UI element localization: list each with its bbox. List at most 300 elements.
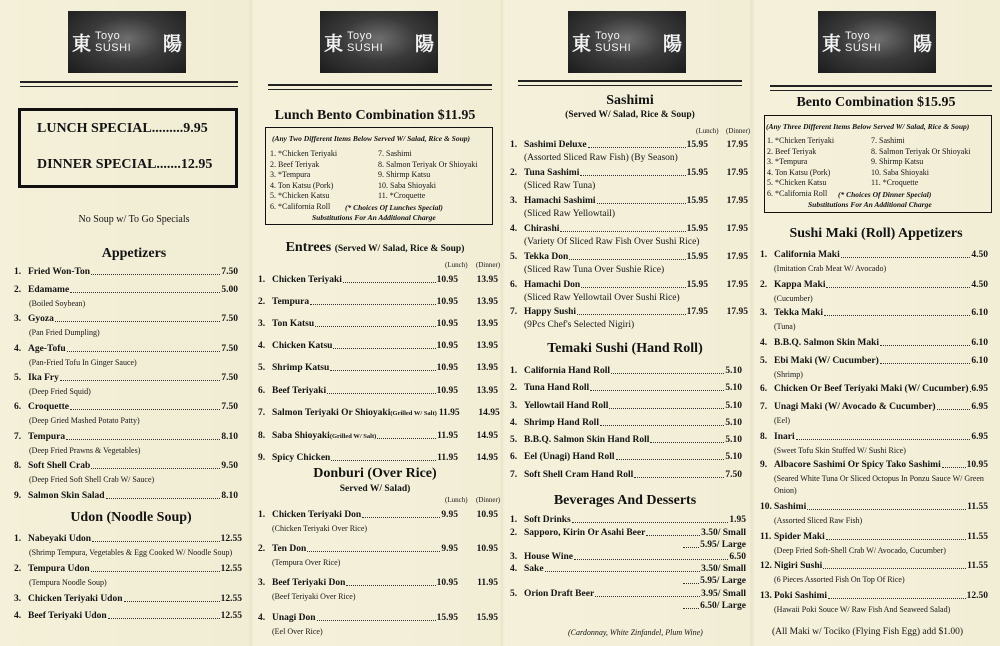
sashimi-item (510, 252, 748, 262)
item-name: Tuna Hand Roll (524, 383, 590, 393)
item-number: 4. (258, 613, 266, 623)
item-price-dinner: 17.95 (726, 140, 748, 150)
item-number: 5. (258, 363, 266, 373)
dot-leader (317, 619, 436, 621)
udon-description: (Tempura Noodle Soup) (29, 578, 107, 587)
item-number: 3. (14, 314, 22, 324)
appetizer-item (14, 344, 238, 354)
item-name: Inari (774, 432, 795, 442)
item-name: California Maki (774, 250, 840, 260)
dot-leader (333, 347, 435, 349)
item-price-dinner: 14.95 (476, 453, 498, 463)
divider (268, 89, 492, 90)
bento-option: 7. Sashimi (378, 149, 412, 158)
dot-leader (315, 325, 435, 327)
item-price: 15.95 (686, 168, 708, 178)
udon-item (14, 534, 242, 544)
dot-leader (106, 497, 221, 499)
item-price: 9.95 (441, 544, 458, 554)
item-name: Ebi Maki (W/ Cucumber) (774, 356, 879, 366)
sashimi-item (510, 307, 748, 317)
item-number: 1. (14, 534, 22, 544)
dot-leader (600, 424, 724, 426)
entree-item (258, 408, 498, 418)
item-size: / Large (716, 576, 746, 586)
maki-description: (Tuna) (774, 322, 796, 331)
temaki-item (510, 383, 742, 393)
dot-leader (307, 550, 440, 552)
item-number: 5. (760, 356, 768, 366)
item-name: Tempura Udon (28, 564, 90, 574)
item-size: / Small (717, 528, 746, 538)
item-price: 3.50 (701, 564, 718, 574)
dot-leader (597, 202, 686, 204)
item-price-dinner: 17.95 (726, 307, 748, 317)
udon-item (14, 564, 242, 574)
item-name: Yellowtail Hand Roll (524, 401, 609, 411)
item-price: 15.95 (686, 280, 708, 290)
maki-item (760, 384, 988, 394)
dot-leader (55, 320, 221, 322)
dot-leader (362, 516, 440, 518)
dot-leader (970, 390, 971, 392)
item-name: Saba Shioyaki (272, 431, 330, 441)
appetizer-description: (Deep Fried Soft Shell Crab W/ Sauce) (29, 475, 155, 484)
bento-option: 1. *Chicken Teriyaki (270, 149, 338, 158)
item-number: 1. (510, 366, 518, 376)
maki-description: (Seared White Tuna Or Sliced Octopus In Ponzu Sauce W/ Green (774, 474, 984, 483)
bento-option: 5. *Chicken Katsu (767, 178, 827, 187)
divider (20, 86, 238, 87)
item-price: 5.10 (725, 452, 742, 462)
item-price-dinner: 13.95 (476, 341, 498, 351)
item-name: Tuna Sashimi (524, 168, 580, 178)
item-price-dinner: 13.95 (476, 297, 498, 307)
appetizer-description: (Boiled Soybean) (29, 299, 86, 308)
dot-leader (796, 438, 971, 440)
item-price: 10.95 (436, 363, 458, 373)
maki-description: (Eel) (774, 416, 790, 425)
sashimi-item (510, 280, 748, 290)
item-name: Orion Draft Beer (524, 589, 595, 599)
item-size: / Small (717, 564, 746, 574)
sashimi-description: (Variety Of Sliced Raw Fish Over Sushi Rice) (524, 237, 700, 247)
lunch-bento-heading: Lunch Bento Combination $11.95 (274, 108, 476, 123)
item-name: Unagi Maki (W/ Avocado & Cucumber) (774, 402, 936, 412)
dot-leader (91, 570, 220, 572)
item-number: 6. (510, 280, 518, 290)
dot-leader (942, 466, 966, 468)
dot-leader (880, 344, 970, 346)
dinner-bento-substitutions: Substitutions For An Additional Charge (808, 200, 932, 209)
dinner-special: DINNER SPECIAL.......12.95 (37, 157, 213, 172)
dot-leader (91, 273, 220, 275)
donburi-description: (Tempura Over Rice) (272, 558, 341, 567)
item-price-dinner: 10.95 (476, 544, 498, 554)
maki-item (760, 432, 988, 442)
bento-option: 6. *California Roll (767, 188, 828, 198)
bento-option: 8. Salmon Teriyak Or Shioyaki (378, 159, 478, 169)
item-number: 1. (14, 267, 22, 277)
item-number: 5. (14, 373, 22, 383)
item-number: 3. (510, 401, 518, 411)
entree-item (258, 341, 498, 351)
item-number: 6. (760, 384, 768, 394)
appetizer-item (14, 285, 238, 295)
item-price-dinner: 17.95 (726, 168, 748, 178)
panel-dinner-bento (752, 0, 1000, 646)
panel-lunch-bento (250, 0, 500, 646)
donburi-item (258, 510, 498, 520)
item-number: 3. (14, 594, 22, 604)
item-number: 2. (510, 383, 518, 393)
item-name: Edamame (28, 285, 70, 295)
item-name: Tempura (28, 432, 66, 442)
item-number: 1. (510, 140, 518, 150)
beverage-item (510, 564, 746, 574)
dot-leader (124, 600, 220, 602)
appetizer-description: (Deep Fried Squid) (29, 387, 91, 396)
appetizer-item (14, 461, 238, 471)
maki-description: (Sweet Tofu Skin Stuffed W/ Sushi Rice) (774, 446, 906, 455)
bento-option: 2. Beef Teriyak (767, 146, 817, 156)
sashimi-description: (Assorted Sliced Raw Fish) (By Season) (524, 153, 678, 163)
item-number: 5. (510, 589, 518, 599)
dot-leader (330, 369, 435, 371)
item-name: Tempura (272, 297, 310, 307)
dot-leader (572, 521, 729, 523)
brand-logo (320, 11, 438, 73)
item-name: Albacore Sashimi Or Spicy Tako Sashimi (774, 460, 941, 470)
item-price-dinner: 13.95 (476, 386, 498, 396)
bento-option: 10. Saba Shioyaki (871, 167, 929, 177)
dot-leader (937, 408, 971, 410)
item-note: (Grilled W/ Salt) (329, 433, 377, 440)
maki-item (760, 250, 988, 260)
item-price: 10.95 (436, 297, 458, 307)
item-name: Unagi Don (272, 613, 316, 623)
lunch-bento-substitutions: Substitutions For An Additional Charge (312, 213, 436, 222)
item-number: 6. (510, 452, 518, 462)
item-name: Tekka Don (524, 252, 569, 262)
item-number: 5. (510, 252, 518, 262)
item-name: Beef Teriyaki (272, 386, 327, 396)
donburi-subheading: Served W/ Salad) (339, 484, 411, 494)
item-price-dinner: 15.95 (476, 613, 498, 623)
dot-leader (66, 438, 220, 440)
item-price: 7.50 (221, 344, 238, 354)
logo-kanji-left: 東 (324, 33, 344, 55)
item-price: 7.50 (221, 267, 238, 277)
item-number: 11. (760, 532, 772, 542)
item-number: 5. (510, 435, 518, 445)
sashimi-description: (Sliced Raw Tuna) (524, 181, 596, 191)
sashimi-item (510, 224, 748, 234)
dinner-column-label: (Dinner) (726, 127, 751, 135)
beverage-item (510, 515, 746, 525)
item-number: 4. (510, 418, 518, 428)
dot-leader (828, 597, 966, 599)
item-price: 5.10 (725, 435, 742, 445)
appetizer-description: (Pan Fried Dumpling) (29, 328, 100, 337)
item-number: 7. (14, 432, 22, 442)
temaki-heading: Temaki Sushi (Hand Roll) (547, 341, 703, 356)
item-number: 9. (258, 453, 266, 463)
bento-option: 9. Shirmp Katsu (871, 157, 924, 166)
donburi-description: (Eel Over Rice) (272, 627, 323, 636)
item-name: Chirashi (524, 224, 560, 234)
bento-option: 3. *Tempura (270, 170, 311, 179)
item-price: 7.50 (725, 470, 742, 480)
sashimi-subheading: (Served W/ Salad, Rice & Soup) (565, 110, 695, 120)
item-price: 6.50 (700, 601, 717, 611)
dinner-bento-heading: Bento Combination $15.95 (796, 95, 956, 110)
item-price: 15.95 (686, 252, 708, 262)
entree-item (258, 319, 498, 329)
item-number: 7. (510, 470, 518, 480)
dot-leader (70, 291, 220, 293)
entree-item (258, 386, 498, 396)
dot-leader (609, 407, 724, 409)
dot-leader (60, 379, 221, 381)
temaki-item (510, 366, 742, 376)
dot-leader (634, 476, 724, 478)
dot-leader (310, 303, 435, 305)
logo-brand-name: Toyo SUSHI (95, 30, 132, 54)
dot-leader (108, 617, 220, 619)
item-number: 2. (14, 564, 22, 574)
appetizer-item (14, 373, 238, 383)
dot-leader (577, 313, 686, 315)
donburi-item (258, 613, 498, 623)
item-size: / Small (717, 589, 746, 599)
appetizer-description: (Deep Gried Mashed Potato Patty) (29, 416, 140, 425)
udon-item (14, 611, 242, 621)
item-price: 10.95 (436, 578, 458, 588)
item-name: Sapporo, Kirin Or Asahi Beer (524, 528, 646, 538)
item-price: 10.95 (436, 319, 458, 329)
item-price: 7.50 (221, 402, 238, 412)
temaki-item (510, 418, 742, 428)
sashimi-item (510, 140, 748, 150)
item-price: 12.50 (966, 591, 988, 601)
item-name: Chicken Teriyaki (272, 275, 342, 285)
item-price-dinner: 13.95 (476, 363, 498, 373)
item-number: 2. (760, 280, 768, 290)
item-price-dinner: 13.95 (476, 275, 498, 285)
bento-option: 7. Sashimi (871, 136, 905, 145)
bento-option: 10. Saba Shioyaki (378, 180, 436, 190)
item-price: 5.10 (725, 401, 742, 411)
item-price-dinner: 11.95 (477, 578, 498, 588)
item-number: 7. (258, 408, 266, 418)
item-price: 15.95 (436, 613, 458, 623)
item-number: 8. (760, 432, 768, 442)
appetizer-description: (Deep Fried Prawns & Vegetables) (29, 446, 141, 455)
item-number: 2. (258, 297, 266, 307)
item-price: 9.95 (441, 510, 458, 520)
bento-option: 3. *Tempura (767, 157, 808, 166)
item-number: 1. (760, 250, 768, 260)
donburi-heading: Donburi (Over Rice) (313, 466, 437, 481)
logo-kanji-left: 東 (72, 33, 92, 55)
temaki-item (510, 435, 742, 445)
dot-leader (595, 595, 700, 597)
dot-leader (581, 286, 685, 288)
item-name: Happy Sushi (524, 307, 577, 317)
divider (770, 85, 992, 87)
item-name: Ten Don (272, 544, 307, 554)
item-price: 6.50 (729, 552, 746, 562)
item-number: 6. (258, 386, 266, 396)
udon-item (14, 594, 242, 604)
item-name: B.B.Q. Salmon Skin Hand Roll (524, 435, 650, 445)
specials-box (18, 108, 238, 188)
wine-note: (Cardonnay, White Zinfandel, Plum Wine) (568, 628, 703, 637)
item-name: Beef Teriyaki Don (272, 578, 346, 588)
logo-kanji-right: 陽 (912, 33, 932, 55)
item-name: Soft Shell Cram Hand Roll (524, 470, 634, 480)
item-name: Spider Maki (774, 532, 825, 542)
item-number: 7. (760, 402, 768, 412)
to-go-note: No Soup w/ To Go Specials (78, 214, 190, 225)
maki-description: (Imitation Crab Meat W/ Avocado) (774, 264, 887, 273)
sashimi-description: (Sliced Raw Tuna Over Sushie Rice) (524, 265, 665, 275)
beverage-item (510, 576, 746, 586)
lunch-column-label: (Lunch) (445, 496, 468, 504)
item-name: California Hand Roll (524, 366, 611, 376)
item-price: 5.95 (700, 576, 717, 586)
item-number: 6. (14, 402, 22, 412)
item-name: Sashimi Deluxe (524, 140, 587, 150)
item-name: Ika Fry (28, 373, 59, 383)
bento-option: 1. *Chicken Teriyaki (767, 136, 835, 145)
dot-leader (580, 174, 685, 176)
tobiko-note: (All Maki w/ Tociko (Flying Fish Egg) add $1.00) (772, 627, 963, 637)
item-number: 9. (760, 460, 768, 470)
maki-item (760, 460, 988, 470)
dot-leader (91, 467, 220, 469)
item-number: 2. (510, 528, 518, 538)
item-price: 12.55 (220, 534, 242, 544)
appetizers-heading: Appetizers (101, 246, 167, 261)
logo-kanji-left: 東 (572, 33, 592, 55)
maki-description: (Cucumber) (774, 294, 813, 303)
beverage-item (510, 601, 746, 611)
dot-leader (683, 607, 699, 609)
item-price-dinner: 14.95 (476, 431, 498, 441)
dot-leader (377, 437, 436, 439)
temaki-item (510, 401, 742, 411)
dot-leader (616, 458, 725, 460)
item-price: 7.50 (221, 314, 238, 324)
item-name: B.B.Q. Salmon Skin Maki (774, 338, 880, 348)
dot-leader (824, 314, 970, 316)
item-price: 11.95 (437, 431, 458, 441)
maki-item (760, 532, 988, 542)
maki-item (760, 502, 988, 512)
item-price-dinner: 17.95 (726, 280, 748, 290)
brand-logo (568, 11, 686, 73)
item-price: 15.95 (686, 140, 708, 150)
item-price: 6.10 (971, 356, 988, 366)
item-price: 3.50 (701, 528, 718, 538)
logo-brand-name: Toyo SUSHI (347, 30, 384, 54)
item-number: 8. (258, 431, 266, 441)
item-price: 5.10 (725, 383, 742, 393)
maki-item (760, 402, 988, 412)
bento-option: 8. Salmon Teriyak Or Shioyaki (871, 146, 971, 156)
item-name: Spicy Chicken (272, 453, 331, 463)
maki-item (760, 308, 988, 318)
beverage-item (510, 552, 746, 562)
item-price: 8.10 (221, 432, 238, 442)
item-price: 10.95 (436, 341, 458, 351)
dot-leader (823, 567, 966, 569)
donburi-item (258, 544, 498, 554)
dot-leader (646, 534, 700, 536)
item-name: Beef Teriyaki Udon (28, 611, 107, 621)
item-number: 3. (510, 196, 518, 206)
item-number: 1. (510, 515, 518, 525)
dot-leader (588, 146, 686, 148)
item-price: 11.55 (967, 502, 988, 512)
item-price-dinner: 14.95 (478, 408, 500, 418)
item-number: 8. (14, 461, 22, 471)
item-price-dinner: 17.95 (726, 224, 748, 234)
bento-option: 11. *Croquette (871, 178, 919, 187)
item-name: Chicken Teriyaki Udon (28, 594, 123, 604)
item-name: Soft Shell Crab (28, 461, 91, 471)
dot-leader (92, 540, 220, 542)
maki-item (760, 561, 988, 571)
udon-description: (Shrimp Tempura, Vegetables & Egg Cooked W/ Noodle Soup) (29, 548, 233, 557)
dot-leader (826, 286, 970, 288)
bento-option: 4. Ton Katsu (Pork) (767, 167, 831, 177)
item-price: 5.95 (700, 540, 717, 550)
donburi-item (258, 578, 498, 588)
dot-leader (67, 350, 221, 352)
item-price: 10.95 (436, 386, 458, 396)
item-price: 8.10 (221, 491, 238, 501)
appetizer-item (14, 491, 238, 501)
item-name: Salmon Skin Salad (28, 491, 105, 501)
dot-leader (327, 392, 436, 394)
item-name: Kappa Maki (774, 280, 826, 290)
item-number: 4. (14, 344, 22, 354)
dot-leader (611, 372, 724, 374)
item-price: 12.55 (220, 594, 242, 604)
logo-kanji-right: 陽 (662, 33, 682, 55)
brand-logo (68, 11, 186, 73)
item-price: 6.95 (971, 402, 988, 412)
item-number: 10. (760, 502, 772, 512)
dot-leader (346, 584, 435, 586)
item-number: 2. (14, 285, 22, 295)
maki-item (760, 338, 988, 348)
item-name: Hamachi Sashimi (524, 196, 596, 206)
item-price: 5.00 (221, 285, 238, 295)
item-price-dinner: 17.95 (726, 252, 748, 262)
item-price-dinner: 17.95 (726, 196, 748, 206)
item-price: 6.10 (971, 308, 988, 318)
item-price: 6.95 (971, 384, 988, 394)
appetizer-item (14, 402, 238, 412)
divider (770, 90, 992, 91)
item-number: 4. (510, 564, 518, 574)
item-price: 9.50 (221, 461, 238, 471)
maki-description: (6 Pieces Assorted Fish On Top Of Rice) (774, 575, 905, 584)
